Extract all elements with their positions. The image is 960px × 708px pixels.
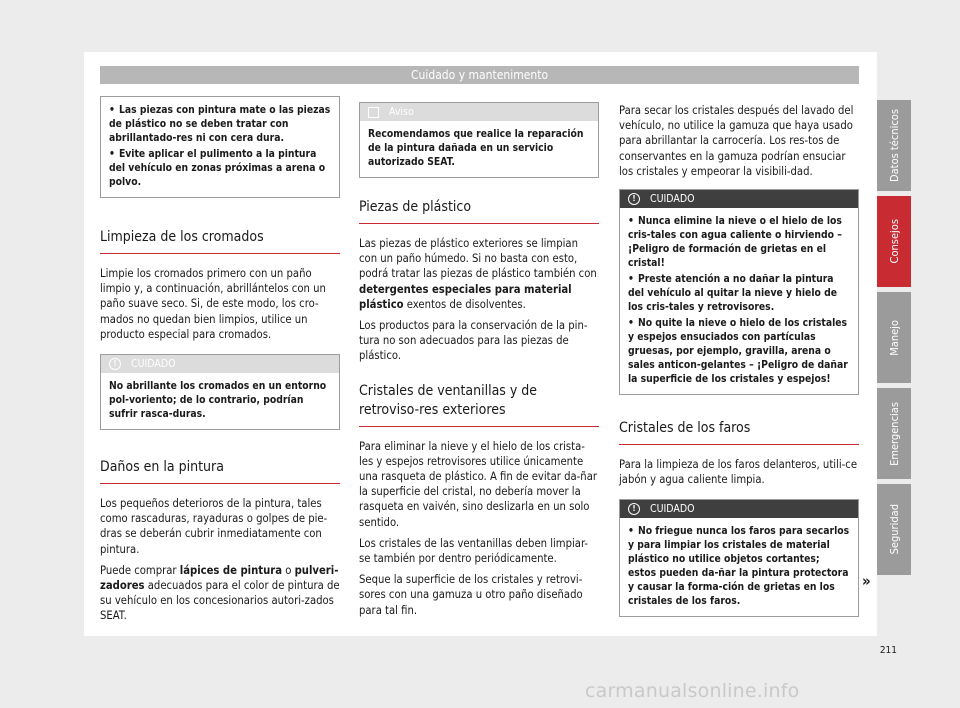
- tab-label: Manejo: [887, 319, 901, 356]
- caution-text: No abrillante los cromados en un entorno pol-voriento; de lo contrario, podrían sufrir rasca-duras.: [109, 380, 327, 421]
- note-icon: [368, 107, 379, 118]
- tab-label: Seguridad: [887, 504, 901, 555]
- tab-datos-tecnicos[interactable]: [877, 100, 911, 191]
- caution-box: [619, 499, 859, 617]
- aviso-box: [359, 102, 599, 178]
- paragraph: Para secar los cristales después del lavado del vehículo, no utilice la gamuza que haya usado para abrillantar la carrocería. Los res-tos de conservantes en la gamuza podrían ensuciar los cristales y empeorar la visibili-dad.: [619, 104, 854, 178]
- paragraph: Los productos para la conservación de la pin-tura no son adecuados para las piezas de plástico.: [359, 319, 588, 363]
- text-run: Puede comprar: [100, 563, 180, 577]
- text-run: Las piezas de plástico exteriores se limpian con un paño húmedo. Si no basta con esto, podrá tratar las piezas de plástico también con: [359, 237, 597, 281]
- caution-label: CUIDADO: [650, 503, 695, 516]
- paragraph: Seque la superficie de los cristales y retrovi-sores con una gamuza u otro paño diseñado para tal fin.: [359, 573, 583, 617]
- paragraph: Para la limpieza de los faros delanteros, utili-ce jabón y agua caliente limpia.: [619, 458, 858, 487]
- caution-bullet: • Preste atención a no dañar la pintura del vehículo al quitar la nieve y hielo de los cris-tales y retrovisores.: [628, 272, 850, 314]
- continue-arrow: »: [862, 572, 871, 590]
- column-3: [619, 103, 859, 617]
- section-title-faros: Cristales de los faros: [619, 419, 859, 445]
- paragraph: Los pequeños deterioros de la pintura, tales como rascaduras, rayaduras o golpes de pie-dras se deberán cubrir inmediatamente con pintura.: [100, 497, 328, 556]
- section-title-cromados: Limpieza de los cromados: [100, 228, 340, 254]
- warning-bullet: • Evite aplicar el pulimento a la pintura del vehículo en zonas próximas a arena o polvo.: [109, 147, 331, 189]
- caution-header: [620, 190, 858, 208]
- caution-label: CUIDADO: [131, 358, 176, 371]
- caution-bullet: • Nunca elimine la nieve o el hielo de los cris-tales con agua caliente o hirviendo – ¡Peligro de formación de grietas en el cristal!: [628, 214, 850, 270]
- caution-box: [619, 189, 859, 395]
- text-run: o: [282, 563, 295, 577]
- caution-box: [100, 354, 340, 430]
- tab-emergencias[interactable]: [877, 388, 911, 479]
- aviso-header: [360, 103, 598, 121]
- tab-consejos[interactable]: [877, 196, 911, 287]
- page-number: 211: [879, 645, 897, 656]
- tab-manejo[interactable]: [877, 292, 911, 383]
- column-2: [359, 102, 599, 624]
- section-title-cristales: Cristales de ventanillas y de retroviso-res exteriores: [359, 382, 599, 427]
- section-title-pintura: Daños en la pintura: [100, 458, 340, 484]
- info-icon: !: [628, 193, 640, 205]
- paragraph: [359, 236, 599, 312]
- caution-header: [101, 355, 339, 373]
- section-title-plastico: Piezas de plástico: [359, 198, 599, 224]
- info-icon: !: [109, 358, 121, 370]
- watermark: carmanualsonline.info: [585, 680, 800, 702]
- text-run: adecuados para el color de pintura de su vehículo en los concesionarios autori-zados SEAT.: [100, 579, 340, 623]
- column-1: [100, 96, 340, 630]
- bold-run: pulveri-zadores: [100, 563, 339, 593]
- tab-label: Emergencias: [887, 401, 901, 466]
- aviso-label: Aviso: [389, 106, 414, 118]
- caution-label: CUIDADO: [650, 193, 695, 206]
- paragraph: Los cristales de las ventanillas deben limpiar-se también por dentro periódicamente.: [359, 536, 589, 566]
- tab-seguridad[interactable]: [877, 484, 911, 575]
- warning-bullet: • Las piezas con pintura mate o las piezas de plástico no se deben tratar con abrillantado-res ni con cera dura.: [109, 103, 331, 145]
- paragraph: Limpie los cromados primero con un paño limpio y, a continuación, abrillántelos con un paño suave seco. Si, de este modo, los cro-mados no quedan bien limpios, utilice un producto especial para cromados.: [100, 267, 326, 341]
- paragraph: [100, 563, 340, 624]
- tab-label: Consejos: [887, 219, 901, 264]
- tab-label: Datos técnicos: [887, 109, 901, 182]
- caution-header: [620, 500, 858, 518]
- text-run: exentos de disolventes.: [403, 297, 526, 311]
- paragraph: Para eliminar la nieve y el hielo de los crista-les y espejos retrovisores utilice únicamente una rasqueta de plástico. A fin de evitar da-ñar la superficie del cristal, no debería mover la rasqueta en vaivén, sino deslizarla en un solo sentido.: [359, 439, 597, 529]
- bold-run: lápices de pintura: [179, 563, 283, 577]
- page-header: Cuidado y mantenimento: [100, 66, 859, 84]
- aviso-text: Recomendamos que realice la reparación de la pintura dañada en un servicio autorizado SEAT.: [368, 128, 584, 168]
- info-icon: !: [628, 503, 640, 515]
- caution-bullet: • No friegue nunca los faros para secarlos y para limpiar los cristales de material plástico no utilice objetos cortantes; estos pueden da-ñar la pintura protectora y causar la forma-ción de grietas en los cristales de los faros.: [628, 524, 850, 608]
- bold-run: detergentes especiales para material plástico: [359, 282, 572, 311]
- caution-bullet: • No quite la nieve o hielo de los cristales y espejos ensuciados con partículas gruesas, por ejemplo, gravilla, arena o sales anticon-gelantes – ¡Peligro de dañar la superficie de los cristales y espejos!: [628, 316, 850, 386]
- warning-continuation-box: [100, 96, 340, 198]
